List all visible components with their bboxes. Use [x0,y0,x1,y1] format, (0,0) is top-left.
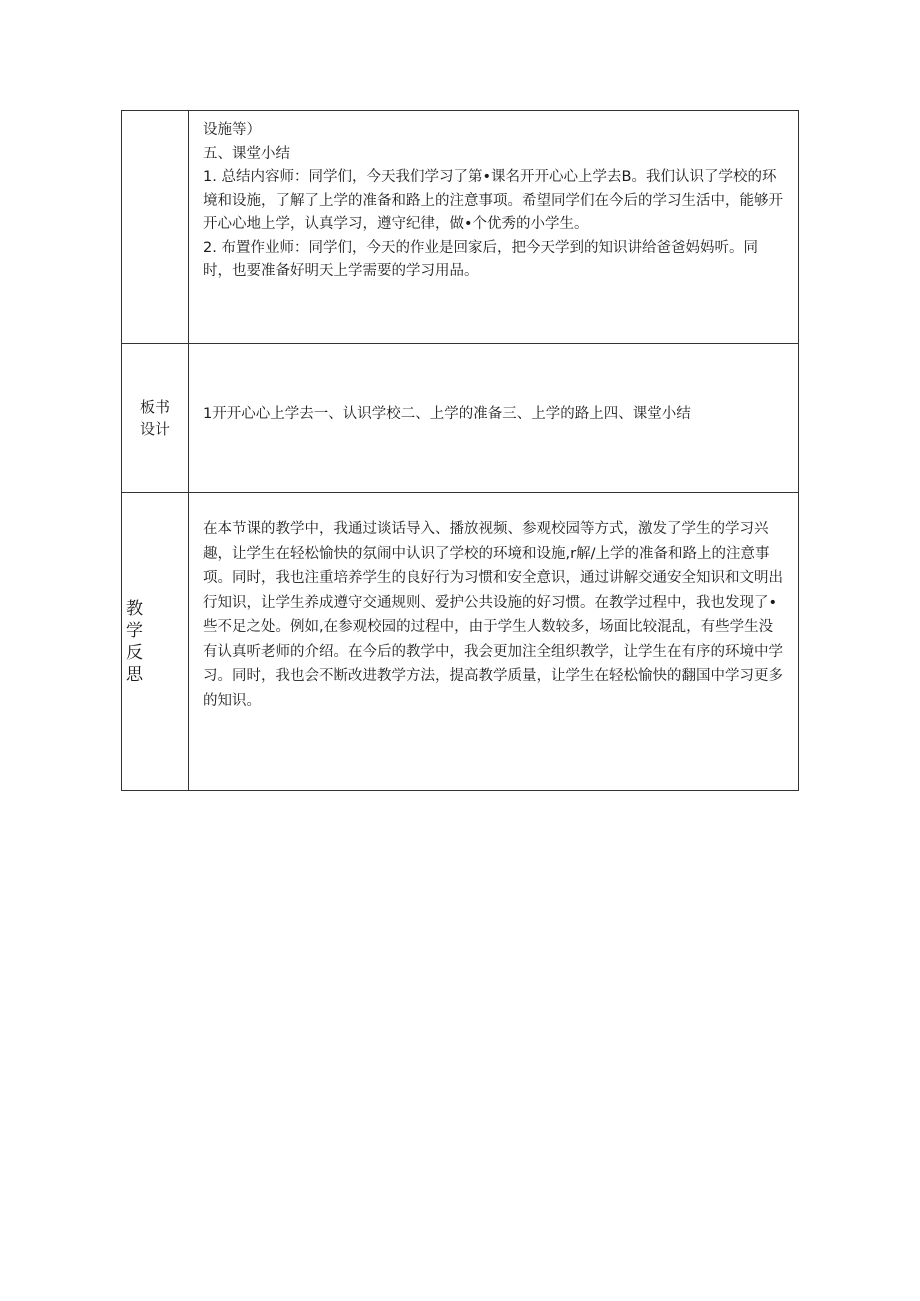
homework-paragraph: 2. 布置作业师：同学们，今天的作业是回家后，把今天学到的知识讲给爸爸妈妈听。同时，也要准备好明天上学需要的学习用品。 [203,239,758,279]
summary-paragraph: 1. 总结内容师：同学们，今天我们学习了第•课名开开心心上学去B。我们认识了学校的环境和设施，了解了上学的准备和路上的注意事项。希望同学们在今后的学习生活中，能够开开心心地上学，认真学习，遵守纪律，做•个优秀的小学生。 [203,169,783,232]
facilities-continuation: 设施等） [203,122,261,138]
reflection-row [122,493,799,791]
reflection-label-char: 反 [126,642,143,663]
board-design-label [122,344,189,493]
board-design-text: 1开开心心上学去一、认识学校二、上学的准备三、上学的路上四、课堂小结 [203,406,691,423]
reflection-label-char: 教 [126,598,143,619]
reflection-label-char: 思 [126,664,143,685]
summary-content-cell [189,111,799,344]
summary-row [122,111,799,344]
reflection-text: 在本节课的教学中，我通过谈话导入、播放视频、参观校园等方式，激发了学生的学习兴趣，让学生在轻松愉快的氛闹中认识了学校的环境和设施,r解/上学的准备和路上的注意事项。同时，我也注重培养学生的良好行为习惯和安全意识，通过讲解交通安全知识和文明出行知识，让学生养成遵守交通规则、爱护公共设施的好习惯。在教学过程中，我也发现了•些不足之处。例如,在参观校园的过程中，由于学生人数较多，场面比较混乱，有些学生没有认真听老师的介绍。在今后的教学中，我会更加注全组织教学，让学生在有序的环境中学习。同时，我也会不断改进教学方法，提高教学质量，让学生在轻松愉快的翻国中学习更多的知识。 [203,521,783,709]
section-heading-summary: 五、课堂小结 [203,145,290,162]
board-design-content [189,344,799,493]
reflection-content [189,493,799,791]
board-label-line2: 设计 [139,420,170,438]
reflection-label [122,493,189,791]
board-design-row [122,344,799,493]
summary-label-cell [122,111,189,344]
reflection-label-char: 学 [126,620,143,641]
lesson-plan-table [121,110,799,791]
board-label-line1: 板书 [139,398,170,416]
